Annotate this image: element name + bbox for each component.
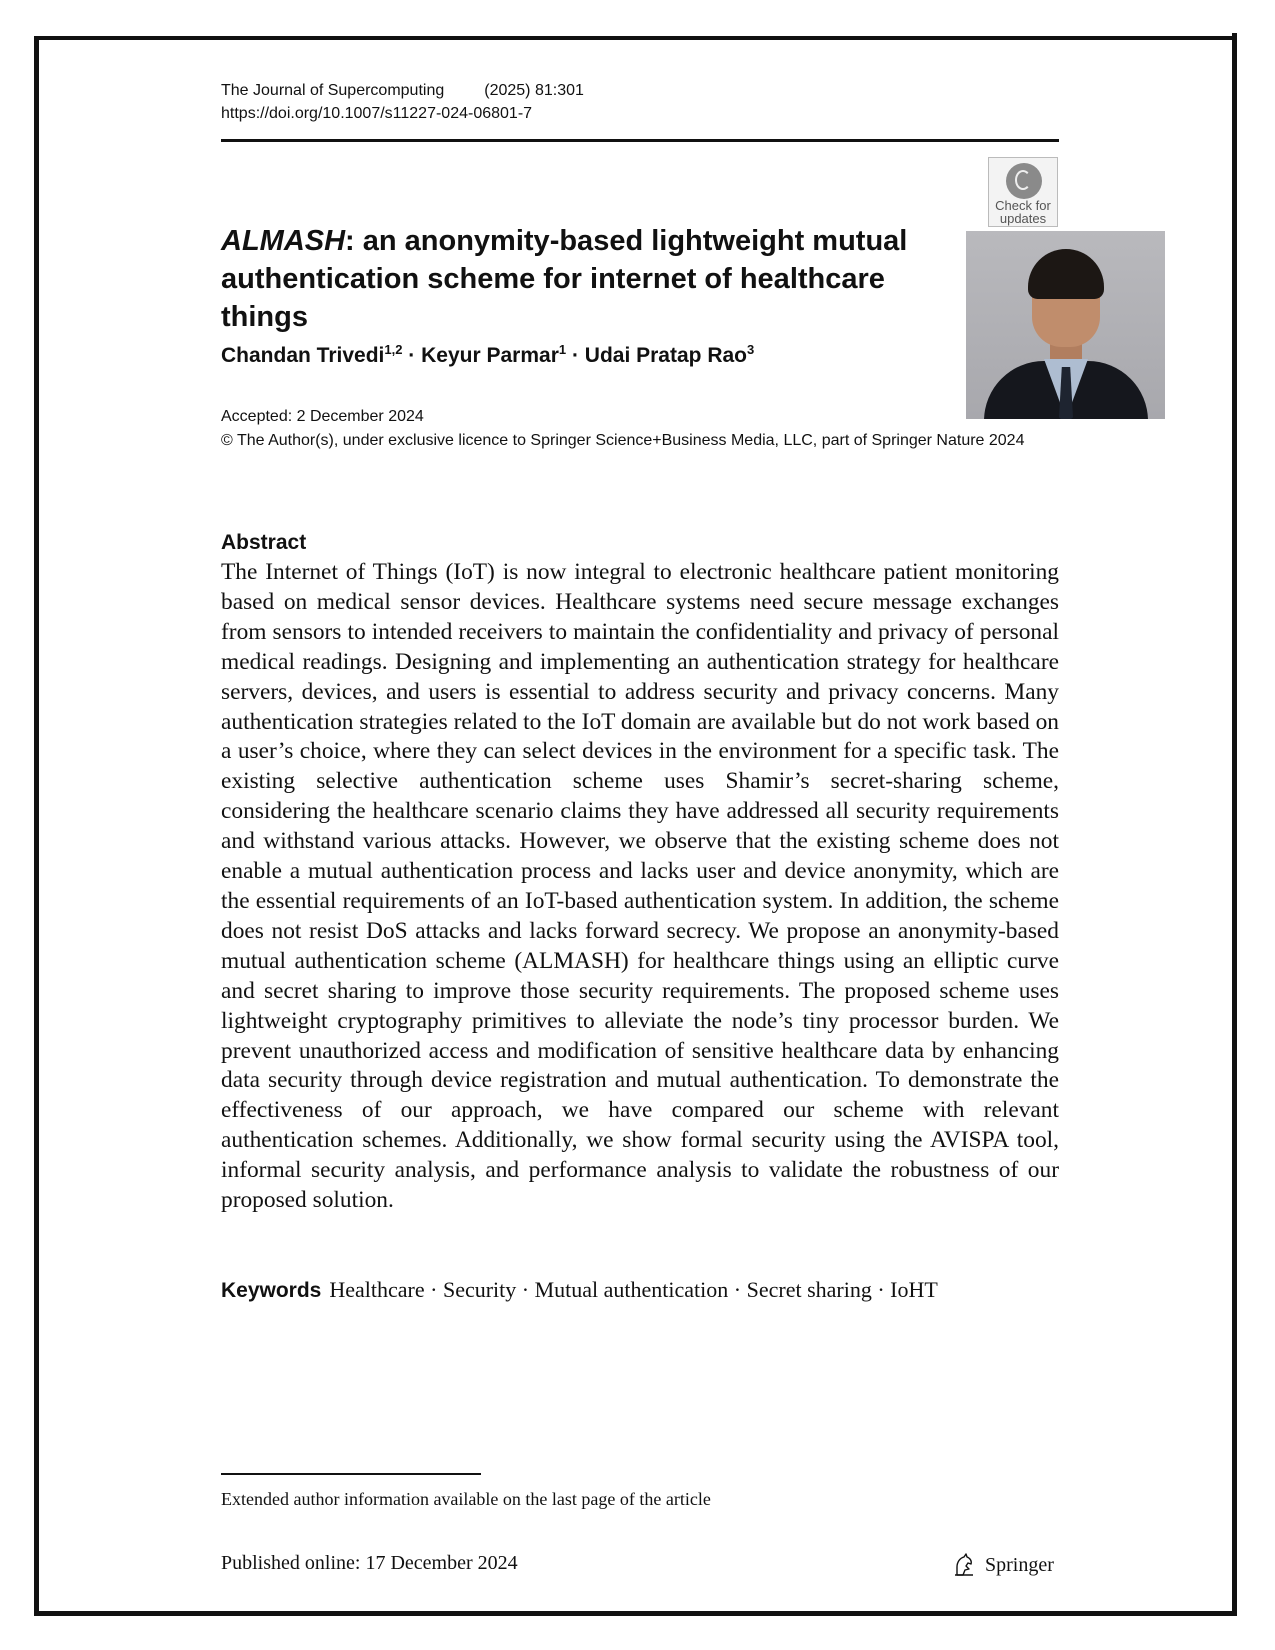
page-frame-right <box>1232 33 1237 1616</box>
keywords-list: Healthcare · Security · Mutual authentication · Secret sharing · IoHT <box>329 1277 938 1302</box>
footnote-rule <box>221 1473 481 1475</box>
publisher-logo <box>953 1551 1059 1579</box>
check-for-updates-badge[interactable] <box>988 157 1058 227</box>
author-name[interactable]: Chandan Trivedi <box>221 344 385 367</box>
keywords-label: Keywords <box>221 1279 322 1302</box>
update-check-icon <box>1006 163 1042 199</box>
page-frame-left <box>34 36 39 1614</box>
abstract-heading: Abstract <box>221 531 307 554</box>
abstract-text: The Internet of Things (IoT) is now integral to electronic healthcare patient monitoring based on medical sensor devices. Healthcare systems need secure message exchanges from sensors to intended receivers to maintain the confidentiality and privacy of personal medical readings. Designing and implementing an authentication strategy for healthcare servers, devices, and users is essential to address security and privacy concerns. Many authentication strategies related to the IoT domain are available but do not work based on a user’s choice, where they can select devices in the environment for a specific task. The existing selective authentication scheme uses Shamir’s secret-sharing scheme, considering the healthcare scenario claims they have addressed all security requirements and withstand various attacks. However, we observe that the existing scheme does not enable a mutual authentication process and lacks user and device anonymity, which are the essential requirements of an IoT-based authentication system. In addition, the scheme does not resist DoS attacks and lacks forward secrecy. We propose an anonymity-based mutual authentication scheme (ALMASH) for healthcare things using an elliptic curve and secret sharing to improve those security requirements. The proposed scheme uses lightweight cryptography primitives to alleviate the node’s tiny processor burden. We prevent unauthorized access and modification of sensitive healthcare data by enhancing data security through device registration and mutual authentication. To demonstrate the effectiveness of our approach, we have compared our scheme with relevant authentication schemes. Additionally, we show formal security using the AVISPA tool, informal security analysis, and performance analysis to validate the robustness of our proposed solution. <box>221 559 1059 1214</box>
title-line-2: authentication scheme for internet of healthcare things <box>221 263 885 333</box>
header-rule <box>221 139 1059 142</box>
badge-line-1: Check for <box>995 198 1051 213</box>
author-name[interactable]: Udai Pratap Rao <box>584 344 747 367</box>
keywords <box>221 1276 938 1305</box>
author-separator: · <box>566 344 585 367</box>
journal-name: The Journal of Supercomputing <box>221 82 445 99</box>
publisher-name: Springer <box>985 1554 1054 1576</box>
author-affiliation: 1,2 <box>384 342 403 357</box>
footnote: Extended author information available on the last page of the article <box>221 1489 711 1509</box>
doi-link[interactable]: https://doi.org/10.1007/s11227-024-06801-7 <box>221 105 533 122</box>
accepted-date: Accepted: 2 December 2024 <box>221 408 424 425</box>
author-name[interactable]: Keyur Parmar <box>421 344 559 367</box>
journal-header <box>221 81 584 101</box>
author-photo <box>966 231 1165 419</box>
author-separator: · <box>402 344 422 367</box>
title-acronym: ALMASH <box>221 225 346 257</box>
paper-title <box>221 222 941 336</box>
page-frame-bottom <box>34 1611 1237 1616</box>
badge-line-2: updates <box>999 211 1047 226</box>
springer-horse-icon <box>953 1553 975 1577</box>
author-affiliation: 1 <box>558 342 567 357</box>
title-line-1-rest: : an anonymity-based lightweight mutual <box>345 225 908 257</box>
published-date: Published online: 17 December 2024 <box>221 1552 518 1574</box>
journal-volume: (2025) 81:301 <box>484 82 584 99</box>
page-frame-top <box>34 36 1236 40</box>
copyright-notice: © The Author(s), under exclusive licence to Springer Science+Business Media, LLC, part of Springer Nature 2024 <box>221 432 1025 449</box>
author-affiliation: 3 <box>747 342 755 357</box>
author-list <box>221 336 754 370</box>
